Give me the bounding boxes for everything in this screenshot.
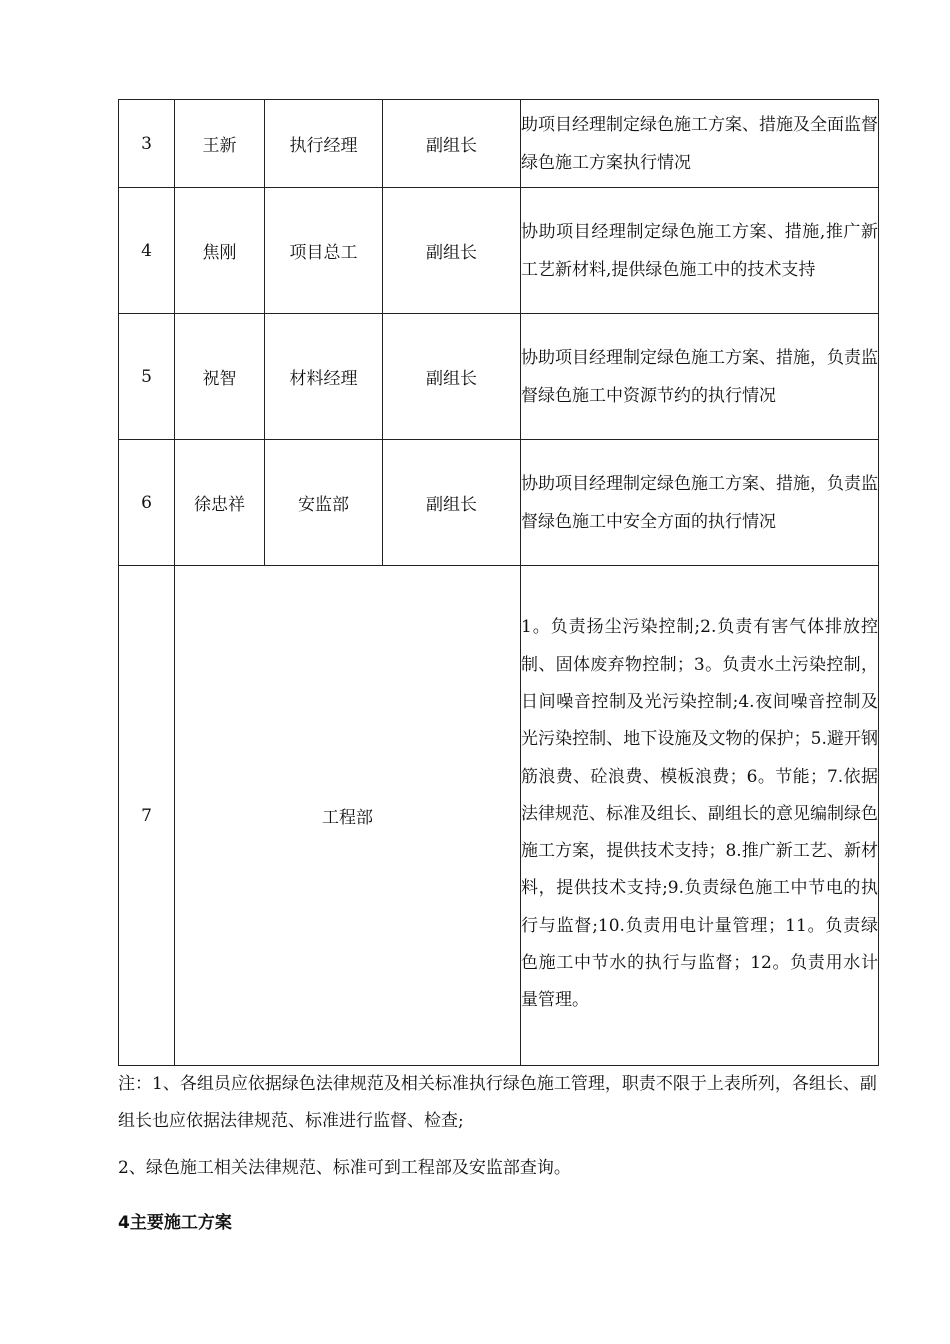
member-name: 王新 — [175, 100, 265, 188]
member-role: 副组长 — [383, 188, 521, 314]
table-row — [119, 314, 879, 440]
section-heading: 4主要施工方案 — [118, 1213, 232, 1233]
table-row-department — [119, 566, 879, 1066]
member-title: 项目总工 — [265, 188, 383, 314]
row-number: 4 — [119, 188, 175, 314]
duty-table — [118, 99, 879, 1066]
member-duty: 协助项目经理制定绿色施工方案、措施，负责监督绿色施工中安全方面的执行情况 — [521, 440, 879, 566]
member-duty: 助项目经理制定绿色施工方案、措施及全面监督绿色施工方案执行情况 — [521, 100, 879, 188]
row-number: 6 — [119, 440, 175, 566]
table-note-1: 注：1、各组员应依据绿色法律规范及相关标准执行绿色施工管理，职责不限于上表所列，各组长、副组长也应依据法律规范、标准进行监督、检查; — [118, 1074, 877, 1131]
member-name: 焦刚 — [175, 188, 265, 314]
table-row — [119, 100, 879, 188]
member-role: 副组长 — [383, 314, 521, 440]
member-name: 徐忠祥 — [175, 440, 265, 566]
member-duty: 协助项目经理制定绿色施工方案、措施，负责监督绿色施工中资源节约的执行情况 — [521, 314, 879, 440]
row-number: 5 — [119, 314, 175, 440]
member-title: 安监部 — [265, 440, 383, 566]
member-role: 副组长 — [383, 100, 521, 188]
row-number: 7 — [119, 566, 175, 1066]
department-duty: 1。负责扬尘污染控制;2.负责有害气体排放控制、固体废弃物控制；3。负责水土污染控制，日间噪音控制及光污染控制;4.夜间噪音控制及光污染控制、地下设施及文物的保护；5.避开钢筋浪费、砼浪费、模板浪费；6。节能；7.依据法律规范、标准及组长、副组长的意见编制绿色施工方案，提供技术支持；8.推广新工艺、新材料，提供技术支持;9.负责绿色施工中节电的执行与监督;10.负责用电计量管理；11。负责绿色施工中节水的执行与监督；12。负责用水计量管理。 — [521, 566, 879, 1066]
department-name: 工程部 — [175, 566, 521, 1066]
table-note-2: 2、绿色施工相关法律规范、标准可到工程部及安监部查询。 — [118, 1158, 571, 1178]
member-title: 材料经理 — [265, 314, 383, 440]
member-duty: 协助项目经理制定绿色施工方案、措施,推广新工艺新材料,提供绿色施工中的技术支持 — [521, 188, 879, 314]
member-name: 祝智 — [175, 314, 265, 440]
row-number: 3 — [119, 100, 175, 188]
member-title: 执行经理 — [265, 100, 383, 188]
table-row — [119, 188, 879, 314]
table-row — [119, 440, 879, 566]
member-role: 副组长 — [383, 440, 521, 566]
